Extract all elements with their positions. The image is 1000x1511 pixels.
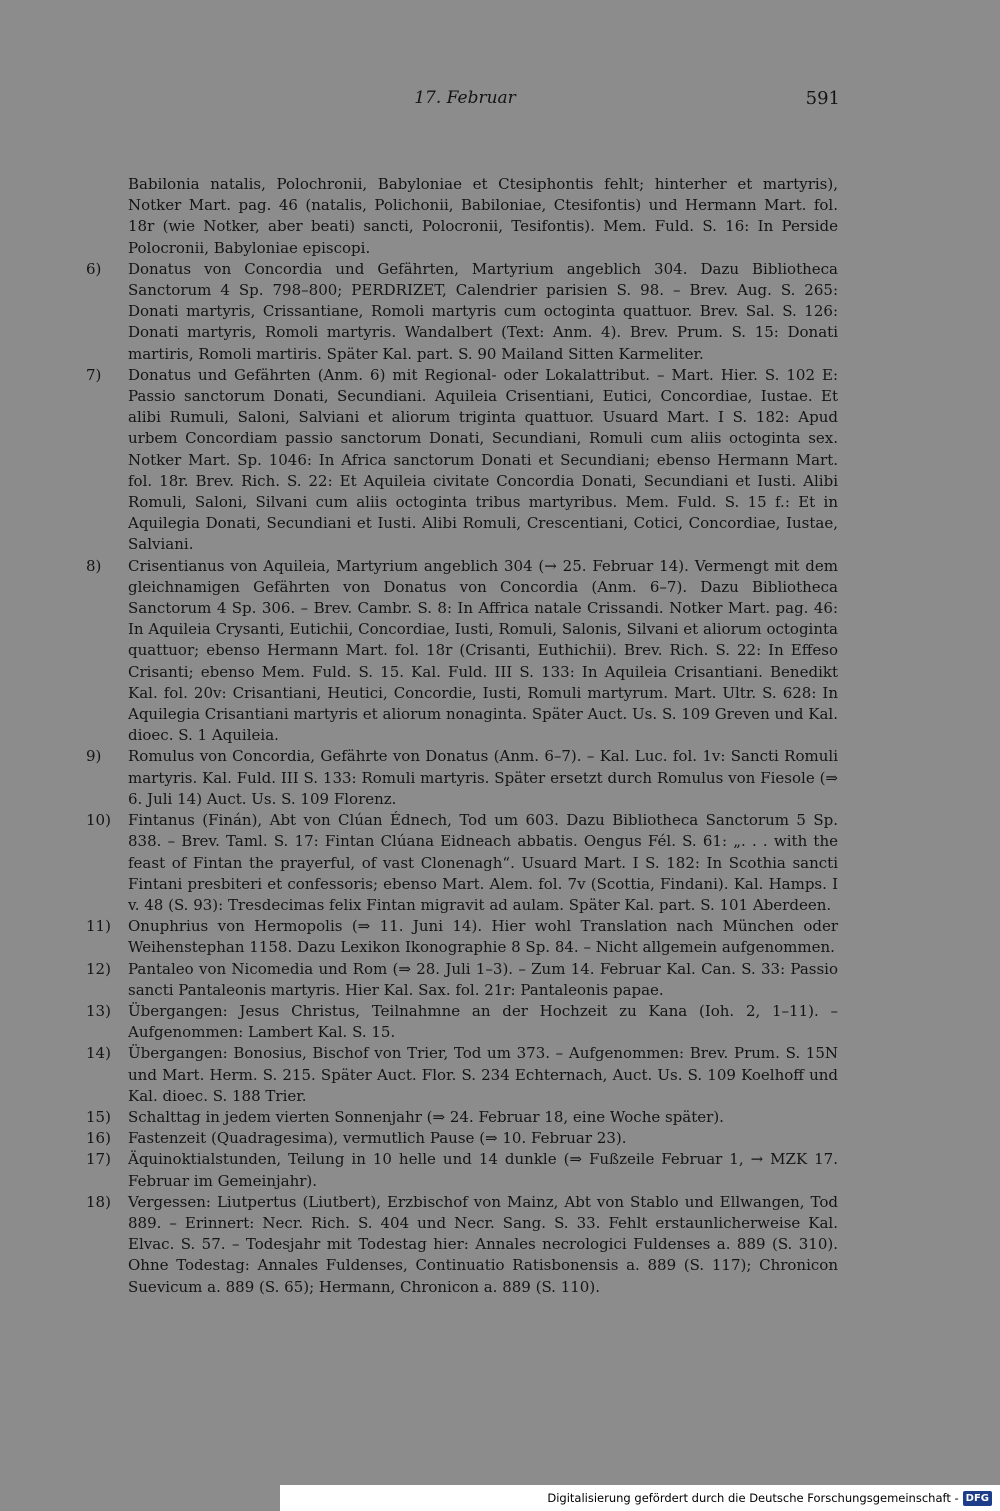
note-number: 17) bbox=[86, 1150, 111, 1169]
page-header bbox=[0, 88, 1000, 114]
note-item bbox=[86, 1128, 838, 1149]
digitization-footer bbox=[280, 1485, 1000, 1511]
funding-credit: Digitalisierung gefördert durch die Deutsche Forschungsgemeinschaft - bbox=[547, 1491, 959, 1505]
note-text: Übergangen: Bonosius, Bischof von Trier, Tod um 373. – Aufgenommen: Brev. Prum. S. 15N und Mart. Herm. S. 215. Später Auct. Flor. S. 234 Echternach, Auct. Us. S. 109 Koelhoff und Kal. dioec. S. 188 Trier. bbox=[128, 1044, 838, 1105]
note-number: 7) bbox=[86, 365, 102, 384]
note-item bbox=[86, 916, 838, 958]
dfg-logo: DFG bbox=[963, 1491, 992, 1506]
note-number: 10) bbox=[86, 811, 111, 830]
note-item bbox=[86, 556, 838, 747]
note-item bbox=[86, 1001, 838, 1043]
note-item bbox=[86, 959, 838, 1001]
note-text: Donatus und Gefährten (Anm. 6) mit Regional- oder Lokalattribut. – Mart. Hier. S. 102 E: Passio sanctorum Donati, Secundiani. Aquileia Crisentiani, Eutici, Concordiae, Iustae. Et alibi Rumuli, Saloni, Salviani et aliorum triginta quattuor. Usuard Mart. I S. 182: Apud urbem Concordiam passio sanctorum Donati, Secundiani, Romuli cum aliis octoginta sex. Notker Mart. Sp. 1046: In Africa sanctorum Donati et Secundiani; ebenso Hermann Mart. fol. 18r. Brev. Rich. S. 22: Et Aquileia civitate Concordia Donati, Secundiani et Iusti. Alibi Romuli, Saloni, Silvani cum aliis octoginta tribus martyribus. Mem. Fuld. S. 15 f.: Et in Aquilegia Donati, Secundiani et Iusti. Alibi Romuli, Crescentiani, Cotici, Concordiae, Iustae, Salviani. bbox=[128, 365, 838, 554]
notes-list bbox=[86, 259, 838, 1298]
note-text: Äquinoktialstunden, Teilung in 10 helle und 14 dunkle (⇒ Fußzeile Februar 1, → MZK 17. Februar im Gemeinjahr). bbox=[128, 1150, 838, 1190]
note-item bbox=[86, 365, 838, 556]
note-text: Fastenzeit (Quadragesima), vermutlich Pause (⇒ 10. Februar 23). bbox=[128, 1129, 627, 1148]
note-number: 18) bbox=[86, 1192, 111, 1211]
note-item bbox=[86, 810, 838, 916]
note-text: Crisentianus von Aquileia, Martyrium angeblich 304 (→ 25. Februar 14). Vermengt mit dem gleichnamigen Gefährten von Donatus von Concordia (Anm. 6–7). Dazu Bibliotheca Sanctorum 4 Sp. 306. – Brev. Cambr. S. 8: In Affrica natale Crissandi. Notker Mart. pag. 46: In Aquileia Crysanti, Eutichii, Concordiae, Iusti, Romuli, Salonis, Silvani et aliorum octoginta quattuor; ebenso Hermann Mart. fol. 18r (Crisanti, Euthichii). Brev. Rich. S. 22: In Effeso Crisanti; ebenso Mem. Fuld. S. 15. Kal. Fuld. III S. 133: In Aquileia Crisantiani. Benedikt Kal. fol. 20v: Crisantiani, Heutici, Concordie, Iusti, Romuli martyrum. Mart. Ultr. S. 628: In Aquilegia Crisantiani martyris et aliorum nonaginta. Später Auct. Us. S. 109 Greven und Kal. dioec. S. 1 Aquileia. bbox=[128, 556, 838, 745]
note-item bbox=[86, 1043, 838, 1107]
note-text: Schalttag in jedem vierten Sonnenjahr (⇒ 24. Februar 18, eine Woche später). bbox=[128, 1107, 724, 1126]
footnotes-body bbox=[86, 174, 838, 1298]
page-number: 591 bbox=[805, 88, 840, 109]
note-item bbox=[86, 746, 838, 810]
note-number: 15) bbox=[86, 1107, 111, 1126]
note-number: 14) bbox=[86, 1044, 111, 1063]
note-item bbox=[86, 1149, 838, 1191]
continued-note-text: Babilonia natalis, Polochronii, Babyloniae et Ctesiphontis fehlt; hinterher et martyris), Notker Mart. pag. 46 (natalis, Polichonii, Babiloniae, Ctesifontis) und Hermann Mart. fol. 18r (wie Notker, aber beati) sancti, Polocronii, Tesifontis). Mem. Fuld. S. 16: In Perside Polocronii, Babyloniae episcopi. bbox=[128, 175, 838, 257]
note-text: Pantaleo von Nicomedia und Rom (⇒ 28. Juli 1–3). – Zum 14. Februar Kal. Can. S. 33: Passio sancti Pantaleonis martyris. Hier Kal. Sax. fol. 21r: Pantaleonis papae. bbox=[128, 959, 838, 999]
note-text: Donatus von Concordia und Gefährten, Martyrium angeblich 304. Dazu Bibliotheca Sanctorum 4 Sp. 798–800; PERDRIZET, Calendrier parisien S. 98. – Brev. Aug. S. 265: Donati martyris, Crissantiane, Romoli martyris cum octoginta quattuor. Brev. Sal. S. 126: Donati martyris, Romoli martyris. Wandalbert (Text: Anm. 4). Brev. Prum. S. 15: Donati martiris, Romoli martiris. Später Kal. part. S. 90 Mailand Sitten Karmeliter. bbox=[128, 259, 838, 363]
running-head: 17. Februar bbox=[414, 88, 516, 108]
note-item bbox=[86, 259, 838, 365]
note-item bbox=[86, 1192, 838, 1298]
note-number: 9) bbox=[86, 747, 102, 766]
note-number: 12) bbox=[86, 959, 111, 978]
note-number: 16) bbox=[86, 1129, 111, 1148]
note-number: 8) bbox=[86, 556, 102, 575]
note-text: Romulus von Concordia, Gefährte von Donatus (Anm. 6–7). – Kal. Luc. fol. 1v: Sancti Romuli martyris. Kal. Fuld. III S. 133: Romuli martyris. Später ersetzt durch Romulus von Fiesole (⇒ 6. Juli 14) Auct. Us. S. 109 Florenz. bbox=[128, 747, 838, 808]
note-text: Onuphrius von Hermopolis (⇒ 11. Juni 14). Hier wohl Translation nach München oder Weihenstephan 1158. Dazu Lexikon Ikonographie 8 Sp. 84. – Nicht allgemein aufgenommen. bbox=[128, 917, 838, 957]
note-number: 13) bbox=[86, 1001, 111, 1020]
note-text: Vergessen: Liutpertus (Liutbert), Erzbischof von Mainz, Abt von Stablo und Ellwangen, Tod 889. – Erinnert: Necr. Rich. S. 404 und Necr. Sang. S. 33. Fehlt erstaunlicherweise Kal. Elvac. S. 57. – Todesjahr mit Todestag hier: Annales necrologici Fuldenses a. 889 (S. 310). Ohne Todestag: Annales Fuldenses, Continuatio Ratisbonensis a. 889 (S. 117); Chronicon Suevicum a. 889 (S. 65); Hermann, Chronicon a. 889 (S. 110). bbox=[128, 1192, 838, 1296]
note-number: 11) bbox=[86, 917, 111, 936]
note-item bbox=[86, 1107, 838, 1128]
note-text: Übergangen: Jesus Christus, Teilnahmne an der Hochzeit zu Kana (Ioh. 2, 1–11). – Aufgenommen: Lambert Kal. S. 15. bbox=[128, 1001, 838, 1042]
note-text: Fintanus (Finán), Abt von Clúan Édnech, Tod um 603. Dazu Bibliotheca Sanctorum 5 Sp. 838. – Brev. Taml. S. 17: Fintan Clúana Eidneach abbatis. Oengus Fél. S. 61: „. . . with the feast of Fintan the prayerful, of vast Clonenagh“. Usuard Mart. I S. 182: In Scothia sancti Fintani presbiteri et confessoris; ebenso Mart. Alem. fol. 7v (Scottia, Findani). Kal. Hamps. I v. 48 (S. 93): Tresdecimas felix Fintan migravit ad aulam. Später Kal. part. S. 101 Aberdeen. bbox=[128, 811, 838, 914]
note-number: 6) bbox=[86, 259, 102, 278]
